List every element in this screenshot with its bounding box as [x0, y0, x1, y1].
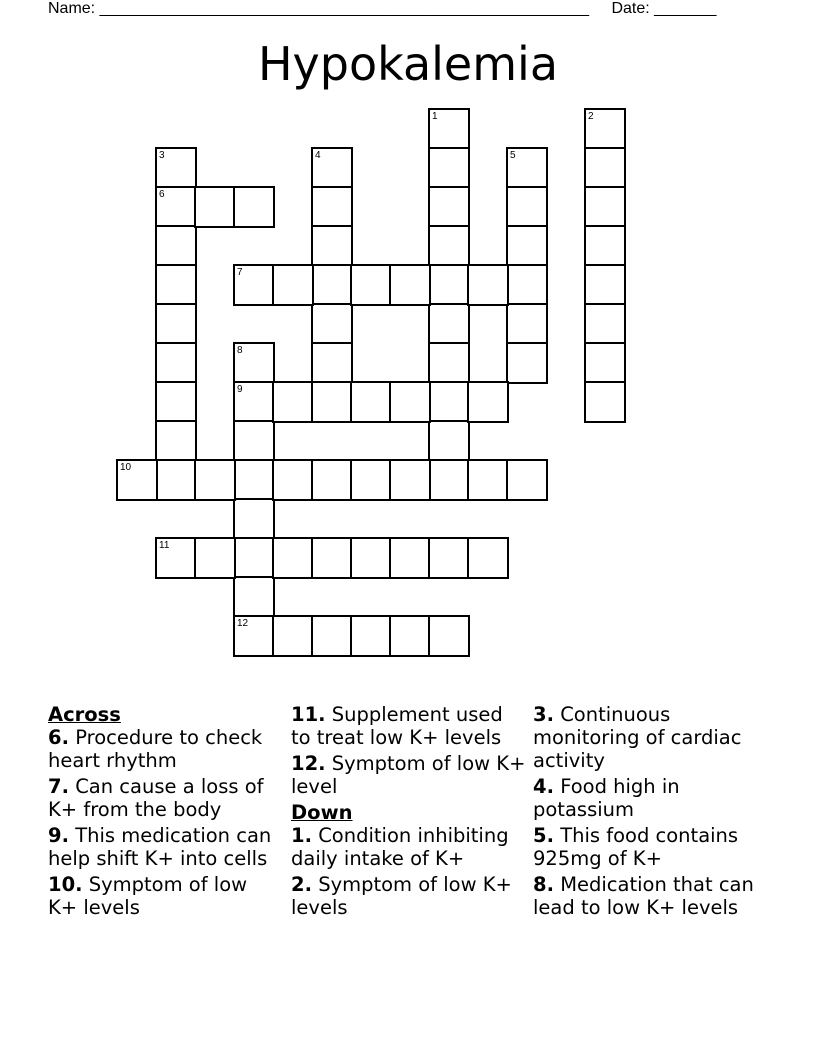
grid-cell[interactable] [428, 303, 470, 345]
clue-number: 10 [120, 462, 132, 473]
clue-across-11: 11. Supplement used to treat low K+ levels [291, 703, 503, 749]
grid-cell[interactable] [155, 225, 197, 267]
grid-cell[interactable] [428, 147, 470, 189]
grid-cell[interactable] [350, 381, 392, 423]
clue-number: 2 [588, 111, 594, 122]
clue-number: 5 [510, 150, 516, 161]
grid-cell[interactable] [506, 186, 548, 228]
grid-cell[interactable] [233, 615, 275, 657]
grid-cell[interactable] [311, 342, 353, 384]
grid-cell[interactable] [311, 459, 353, 501]
grid-cell[interactable] [311, 381, 353, 423]
clue-number: 4 [315, 150, 321, 161]
grid-cell[interactable] [428, 108, 470, 150]
across-heading: Across [48, 703, 121, 726]
clue-number: 12 [237, 618, 249, 629]
grid-cell[interactable] [350, 459, 392, 501]
clue-number: 11 [159, 540, 170, 551]
grid-cell[interactable] [233, 342, 275, 384]
clue-down-3: 3. Continuous monitoring of cardiac activity [533, 703, 742, 772]
grid-cell[interactable] [506, 303, 548, 345]
grid-cell[interactable] [233, 381, 275, 423]
clue-down-1: 1. Condition inhibiting daily intake of K+ [291, 824, 509, 870]
clue-number: 9 [237, 384, 243, 395]
grid-cell[interactable] [233, 186, 275, 228]
grid-cell[interactable] [194, 459, 236, 501]
puzzle-title: Hypokalemia [257, 37, 559, 91]
grid-cell[interactable] [194, 537, 236, 579]
grid-cell[interactable] [233, 264, 275, 306]
name-field[interactable]: _______________________________________________________ [99, 0, 589, 17]
grid-cell[interactable] [428, 537, 470, 579]
grid-cell[interactable] [428, 264, 470, 306]
grid-cell[interactable] [467, 537, 509, 579]
grid-cell[interactable] [389, 264, 431, 306]
grid-cell[interactable] [155, 342, 197, 384]
grid-cell[interactable] [155, 459, 197, 501]
grid-cell[interactable] [272, 459, 314, 501]
date-label: Date: [611, 0, 650, 17]
grid-cell[interactable] [389, 615, 431, 657]
grid-cell[interactable] [584, 264, 626, 306]
grid-cell[interactable] [350, 264, 392, 306]
grid-cell[interactable] [233, 420, 275, 462]
grid-cell[interactable] [428, 186, 470, 228]
clue-column-2 [291, 703, 527, 922]
grid-cell[interactable] [311, 147, 353, 189]
clue-down-2: 2. Symptom of low K+ levels [291, 873, 512, 919]
grid-cell[interactable] [389, 381, 431, 423]
grid-cell[interactable] [389, 537, 431, 579]
grid-cell[interactable] [389, 459, 431, 501]
clue-number: 6 [159, 189, 165, 200]
clue-number: 1 [432, 111, 438, 122]
grid-cell[interactable] [233, 576, 275, 618]
grid-cell[interactable] [155, 537, 197, 579]
clue-down-4: 4. Food high in potassium [533, 775, 680, 821]
name-label: Name: [48, 0, 96, 17]
grid-cell[interactable] [194, 186, 236, 228]
grid-cell[interactable] [350, 615, 392, 657]
grid-cell[interactable] [428, 342, 470, 384]
grid-cell[interactable] [467, 459, 509, 501]
grid-cell[interactable] [272, 264, 314, 306]
grid-cell[interactable] [506, 264, 548, 306]
grid-cell[interactable] [584, 186, 626, 228]
grid-cell[interactable] [311, 186, 353, 228]
down-heading: Down [291, 801, 353, 824]
grid-cell[interactable] [155, 420, 197, 462]
grid-cell[interactable] [584, 381, 626, 423]
grid-cell[interactable] [584, 342, 626, 384]
clue-across-7: 7. Can cause a loss of K+ from the body [48, 775, 264, 821]
grid-cell[interactable] [272, 615, 314, 657]
grid-cell[interactable] [350, 537, 392, 579]
clue-column-3 [533, 703, 769, 922]
grid-cell[interactable] [311, 615, 353, 657]
clue-down-5: 5. This food contains 925mg of K+ [533, 824, 739, 870]
grid-cell[interactable] [155, 264, 197, 306]
grid-cell[interactable] [233, 459, 275, 501]
grid-cell[interactable] [428, 459, 470, 501]
grid-cell[interactable] [428, 615, 470, 657]
grid-cell[interactable] [155, 303, 197, 345]
grid-cell[interactable] [584, 108, 626, 150]
grid-cell[interactable] [272, 537, 314, 579]
clue-number: 8 [237, 345, 243, 356]
grid-cell[interactable] [584, 303, 626, 345]
clue-down-8: 8. Medication that can lead to low K+ levels [533, 873, 754, 919]
grid-cell[interactable] [428, 420, 470, 462]
date-field[interactable]: _______ [654, 0, 717, 17]
grid-cell[interactable] [311, 264, 353, 306]
clue-across-6: 6. Procedure to check heart rhythm [48, 726, 263, 772]
grid-cell[interactable] [428, 381, 470, 423]
grid-cell[interactable] [155, 381, 197, 423]
grid-cell[interactable] [233, 498, 275, 540]
grid-cell[interactable] [584, 147, 626, 189]
clue-column-1 [48, 703, 280, 922]
grid-cell[interactable] [467, 381, 509, 423]
grid-cell[interactable] [506, 225, 548, 267]
grid-cell[interactable] [272, 381, 314, 423]
grid-cell[interactable] [155, 186, 197, 228]
grid-cell[interactable] [467, 264, 509, 306]
grid-cell[interactable] [116, 459, 158, 501]
grid-cell[interactable] [506, 459, 548, 501]
clue-number: 3 [159, 150, 165, 161]
grid-cell[interactable] [311, 303, 353, 345]
clue-across-12: 12. Symptom of low K+ level [291, 752, 526, 798]
grid-cell[interactable] [506, 342, 548, 384]
grid-cell[interactable] [584, 225, 626, 267]
clue-number: 7 [237, 267, 243, 278]
grid-cell[interactable] [311, 225, 353, 267]
clue-across-9: 9. This medication can help shift K+ into cells [48, 824, 272, 870]
clue-across-10: 10. Symptom of low K+ levels [48, 873, 248, 919]
grid-cell[interactable] [233, 537, 275, 579]
grid-cell[interactable] [506, 147, 548, 189]
grid-cell[interactable] [311, 537, 353, 579]
grid-cell[interactable] [155, 147, 197, 189]
grid-cell[interactable] [428, 225, 470, 267]
